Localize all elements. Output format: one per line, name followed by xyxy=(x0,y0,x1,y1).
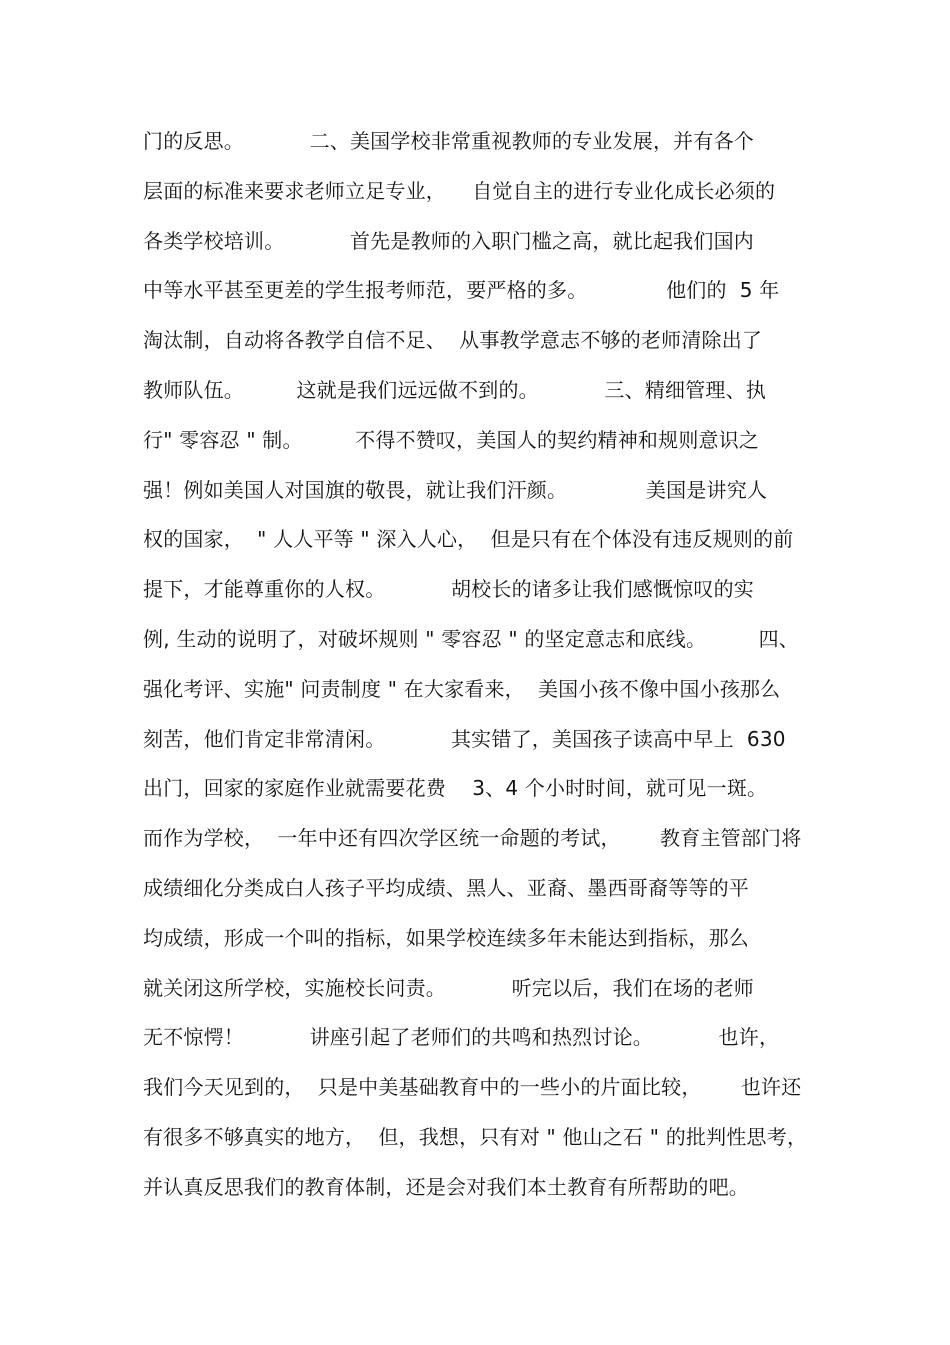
body-text xyxy=(143,123,823,1219)
text-line: 权的国家， " 人人平等 " 深入人心， 但是只有在个体没有违反规则的前 xyxy=(143,527,794,552)
text-line: 提下，才能尊重你的人权。 胡校长的诸多让我们感慨惊叹的实 xyxy=(143,577,754,602)
text-line: 有很多不够真实的地方， 但，我想，只有对 " 他山之石 " 的批判性思考， xyxy=(143,1124,808,1149)
text-line: 均成绩，形成一个叫的指标，如果学校连续多年未能达到指标，那么 xyxy=(143,925,749,950)
text-line: 各类学校培训。 首先是教师的入职门槛之高，就比起我们国内 xyxy=(143,228,754,253)
text-line: 教师队伍。 这就是我们远远做不到的。 三、精细管理、执 xyxy=(143,377,767,402)
text-line: 我们今天见到的， 只是中美基础教育中的一些小的片面比较， 也许还 xyxy=(143,1075,802,1100)
text-line: 行" 零容忍 " 制。 不得不赞叹，美国人的契约精神和规则意识之 xyxy=(143,427,760,452)
text-line: 层面的标准来要求老师立足专业， 自觉自主的进行专业化成长必须的 xyxy=(143,178,776,203)
text-line: 例, 生动的说明了，对破坏规则 " 零容忍 " 的坚定意志和底线。 四、 xyxy=(143,626,800,651)
text-line: 而作为学校， 一年中还有四次学区统一命题的考试， 教育主管部门将 xyxy=(143,826,802,851)
text-line: 并认真反思我们的教育体制，还是会对我们本土教育有所帮助的吧。 xyxy=(143,1174,749,1199)
text-line: 出门，回家的家庭作业就需要花费 3、4 个小时时间，就可见一斑。 xyxy=(143,776,768,801)
text-line: 就关闭这所学校，实施校长问责。 听完以后，我们在场的老师 xyxy=(143,975,754,1000)
text-line: 淘汰制，自动将各教学自信不足、 从事教学意志不够的老师清除出了 xyxy=(143,328,763,353)
text-line: 强化考评、实施" 问责制度 " 在大家看来， 美国小孩不像中国小孩那么 xyxy=(143,676,781,701)
text-line: 门的反思。 二、美国学校非常重视教师的专业发展，并有各个 xyxy=(143,129,754,153)
text-line: 成绩细化分类成白人孩子平均成绩、黑人、亚裔、墨西哥裔等等的平 xyxy=(143,875,749,900)
text-line: 强！例如美国人对国旗的敬畏，就让我们汗颜。 美国是讲究人 xyxy=(143,477,768,502)
text-line: 无不惊愕！ 讲座引起了老师们的共鸣和热烈讨论。 也许， xyxy=(143,1025,780,1050)
text-line: 刻苦，他们肯定非常清闲。 其实错了，美国孩子读高中早上 630 xyxy=(143,726,786,751)
text-line: 中等水平甚至更差的学生报考师范，要严格的多。 他们的 5 年 xyxy=(143,278,780,303)
